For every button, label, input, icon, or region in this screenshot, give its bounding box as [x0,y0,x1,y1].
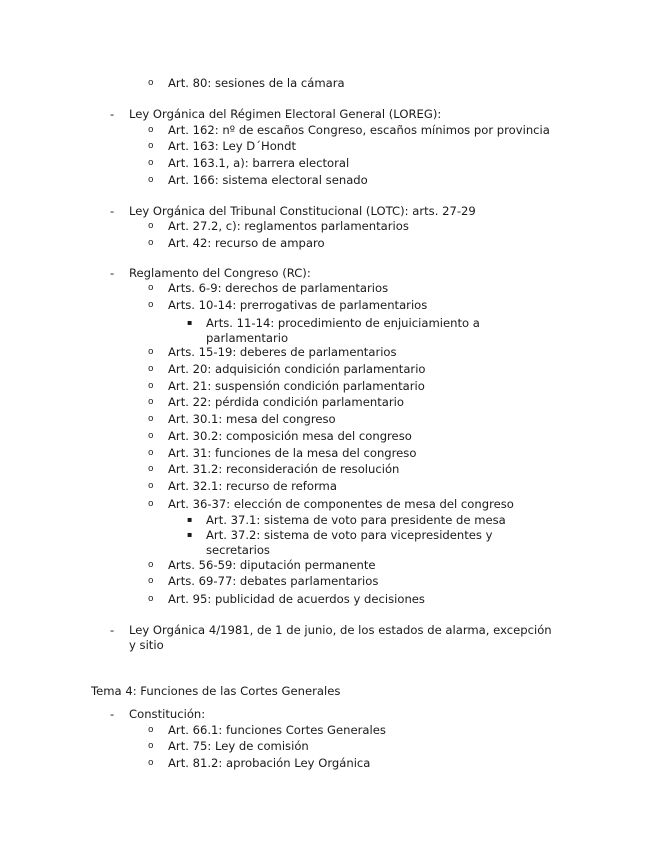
square-bullet-icon: ▪ [187,318,193,327]
list-item: Arts. 56-59: diputación permanente [168,558,376,572]
list-item: Art. 21: suspensión condición parlamentario [168,379,425,393]
list-item: Art. 30.1: mesa del congreso [168,412,336,426]
circle-bullet-icon: o [148,481,154,491]
circle-bullet-icon: o [148,158,154,168]
list-item: Art. 31.2: reconsideración de resolución [168,462,400,476]
circle-bullet-icon: o [148,125,154,135]
dash-bullet-icon: - [110,204,115,218]
list-item: Art. 30.2: composición mesa del congreso [168,429,412,443]
circle-bullet-icon: o [148,464,154,474]
list-item: Art. 20: adquisición condición parlamentario [168,362,426,376]
list-item: Art. 163.1, a): barrera electoral [168,156,350,170]
dash-bullet-icon: - [110,623,115,637]
sub-list-item: Art. 37.2: sistema de voto para vicepresidentes y [206,528,493,542]
list-item: Art. 42: recurso de amparo [168,236,325,250]
rc-title: Reglamento del Congreso (RC): [129,266,311,280]
circle-bullet-icon: o [148,300,154,310]
sub-list-item: Arts. 11-14: procedimiento de enjuiciamiento a [206,316,480,330]
circle-bullet-icon: o [148,238,154,248]
circle-bullet-icon: o [148,448,154,458]
dash-bullet-icon: - [110,707,115,721]
circle-bullet-icon: o [148,499,154,509]
list-item: Art. 163: Ley D´Hondt [168,139,297,153]
list-item: Art. 166: sistema electoral senado [168,173,368,187]
circle-bullet-icon: o [148,397,154,407]
circle-bullet-icon: o [148,283,154,293]
list-item: Art. 36-37: elección de componentes de mesa del congreso [168,497,514,511]
list-item: Art. 95: publicidad de acuerdos y decisiones [168,592,425,606]
circle-bullet-icon: o [148,594,154,604]
list-item: Arts. 6-9: derechos de parlamentarios [168,281,389,295]
list-item: Art. 22: pérdida condición parlamentario [168,395,404,409]
sub-list-item-continuation: parlamentario [206,331,289,345]
circle-bullet-icon: o [148,741,154,751]
circle-bullet-icon: o [148,560,154,570]
square-bullet-icon: ▪ [187,530,193,539]
dash-bullet-icon: - [110,107,115,121]
list-item: Art. 66.1: funciones Cortes Generales [168,723,386,737]
section-heading: Tema 4: Funciones de las Cortes Generales [91,684,341,698]
circle-bullet-icon: o [148,576,154,586]
circle-bullet-icon: o [148,364,154,374]
loreg-title: Ley Orgánica del Régimen Electoral General (LOREG): [129,107,442,121]
list-item: Art. 27.2, c): reglamentos parlamentarios [168,219,409,233]
lo4-title-continuation: y sitio [129,638,164,652]
list-item: Art. 81.2: aprobación Ley Orgánica [168,756,371,770]
lo4-title: Ley Orgánica 4/1981, de 1 de junio, de los estados de alarma, excepción [129,623,552,637]
list-item: Art. 32.1: recurso de reforma [168,479,337,493]
circle-bullet-icon: o [148,414,154,424]
list-item: Art. 80: sesiones de la cámara [168,76,345,90]
list-item: Art. 162: nº de escaños Congreso, escaños mínimos por provincia [168,123,550,137]
circle-bullet-icon: o [148,431,154,441]
list-item: Arts. 10-14: prerrogativas de parlamentarios [168,298,428,312]
dash-bullet-icon: - [110,266,115,280]
circle-bullet-icon: o [148,347,154,357]
sub-list-item-continuation: secretarios [206,543,270,557]
list-item: Arts. 15-19: deberes de parlamentarios [168,345,397,359]
sub-list-item: Art. 37.1: sistema de voto para presidente de mesa [206,513,506,527]
lotc-title: Ley Orgánica del Tribunal Constitucional (LOTC): arts. 27-29 [129,204,476,218]
circle-bullet-icon: o [148,725,154,735]
circle-bullet-icon: o [148,758,154,768]
constitucion-title: Constitución: [129,707,206,721]
circle-bullet-icon: o [148,141,154,151]
square-bullet-icon: ▪ [187,515,193,524]
list-item: Arts. 69-77: debates parlamentarios [168,574,379,588]
circle-bullet-icon: o [148,381,154,391]
circle-bullet-icon: o [148,221,154,231]
list-item: Art. 31: funciones de la mesa del congreso [168,446,417,460]
circle-bullet-icon: o [148,175,154,185]
list-item: Art. 75: Ley de comisión [168,739,309,753]
circle-bullet-icon: o [148,78,154,88]
